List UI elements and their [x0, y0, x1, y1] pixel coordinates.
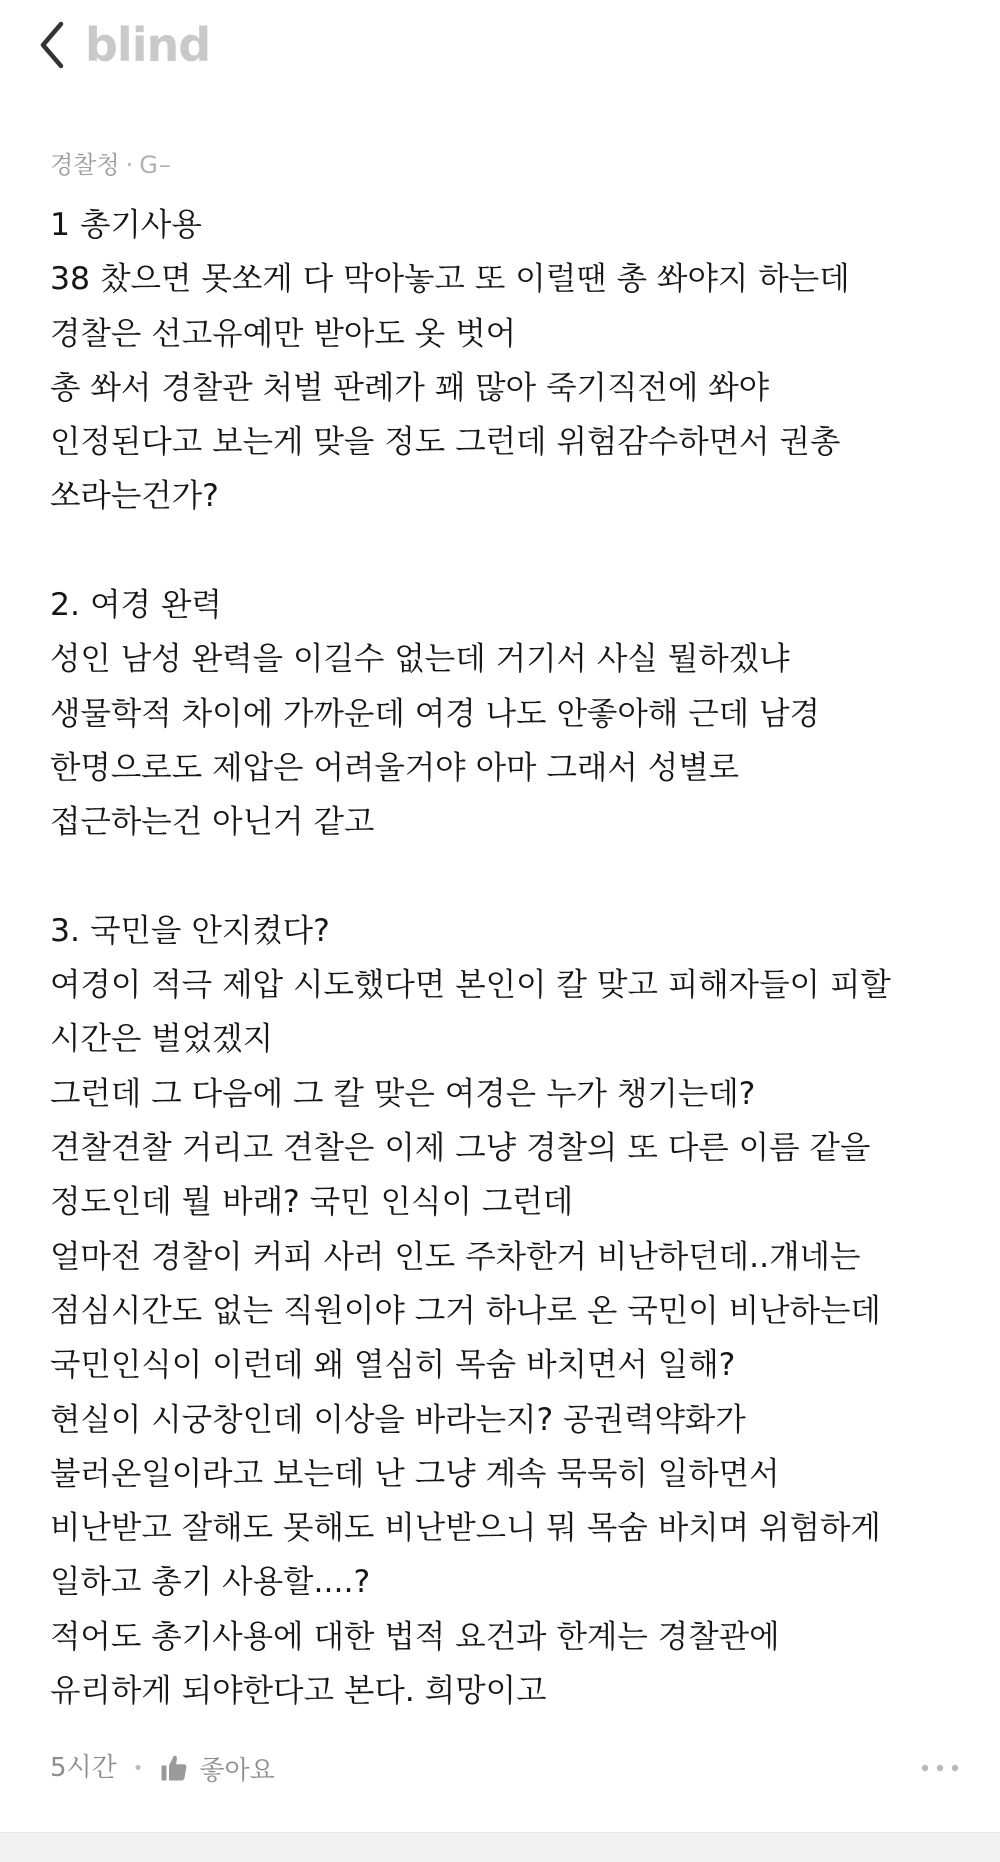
thumbs-up-icon	[159, 1753, 189, 1783]
post-line: 경찰은 선고유예만 받아도 옷 벗어	[50, 315, 517, 352]
blind-logo: blind	[85, 18, 211, 72]
back-button[interactable]	[30, 16, 74, 74]
like-button[interactable]	[159, 1750, 274, 1787]
post-footer	[50, 1748, 960, 1788]
post-content	[50, 198, 970, 1718]
post-line: 그런데 그 다음에 그 칼 맞은 여경은 누가 챙기는데?	[50, 1075, 756, 1112]
post-line: 38 찼으면 못쏘게 다 막아놓고 또 이럴땐 총 쏴야지 하는데	[50, 261, 850, 298]
post-line: 쏘라는건가?	[50, 478, 219, 515]
more-dots-icon	[920, 1763, 960, 1773]
post-line	[50, 524, 970, 578]
post-line: 적어도 총기사용에 대한 법적 요건과 한계는 경찰관에	[50, 1618, 780, 1655]
post-line	[50, 850, 970, 904]
post-line: 인정된다고 보는게 맞을 정도 그런데 위험감수하면서 권총	[50, 424, 841, 461]
post-line: 3. 국민을 안지켰다?	[50, 912, 330, 949]
post-line: 국민인식이 이런데 왜 열심히 목숨 바치면서 일해?	[50, 1347, 736, 1384]
post-line: 정도인데 뭘 바래? 국민 인식이 그런데	[50, 1184, 574, 1221]
more-options-button[interactable]	[910, 1748, 960, 1788]
post-line: 한명으로도 제압은 어려울거야 아마 그래서 성별로	[50, 749, 740, 786]
post-line: 총 쏴서 경찰관 처벌 판례가 꽤 많아 죽기직전에 쏴야	[50, 369, 770, 406]
post-line: 견찰견찰 거리고 견찰은 이제 그냥 경찰의 또 다른 이름 같을	[50, 1130, 871, 1167]
post-line: 유리하게 되야한다고 본다. 희망이고	[50, 1673, 547, 1710]
post-line: 접근하는건 아닌거 같고	[50, 804, 375, 841]
app-header	[0, 0, 1000, 90]
footer-separator: •	[132, 1757, 144, 1779]
post-line: 생물학적 차이에 가까운데 여경 나도 안좋아해 근데 남경	[50, 695, 820, 732]
post-line: 불러온일이라고 보는데 난 그냥 계속 묵묵히 일하면서	[50, 1455, 780, 1492]
post-line: 성인 남성 완력을 이길수 없는데 거기서 사실 뭘하겠냐	[50, 641, 790, 678]
post-line: 비난받고 잘해도 못해도 비난받으니 뭐 목숨 바치며 위험하게	[50, 1510, 881, 1547]
post-line: 얼마전 경찰이 커피 사러 인도 주차한거 비난하던데..걔네는	[50, 1238, 861, 1275]
post-line: 시간은 벌었겠지	[50, 1021, 274, 1058]
post-line: 여경이 적극 제압 시도했다면 본인이 칼 맞고 피해자들이 피할	[50, 967, 891, 1004]
post-line: 점심시간도 없는 직원이야 그거 하나로 온 국민이 비난하는데	[50, 1292, 881, 1329]
meta-separator: ·	[125, 151, 134, 179]
post-time: 5시간	[50, 1753, 117, 1783]
company-name: 경찰청	[50, 151, 120, 179]
post-line: 현실이 시궁창인데 이상을 바라는지? 공권력약화가	[50, 1401, 746, 1438]
bottom-divider	[0, 1832, 1000, 1862]
author-masked: G–	[139, 151, 172, 179]
post-meta	[50, 148, 172, 182]
post-line: 1 총기사용	[50, 207, 202, 243]
chevron-left-icon	[37, 20, 67, 70]
post-line: 2. 여경 완력	[50, 587, 222, 624]
like-label: 좋아요	[199, 1755, 275, 1786]
post-line: 일하고 총기 사용할....?	[50, 1564, 371, 1601]
